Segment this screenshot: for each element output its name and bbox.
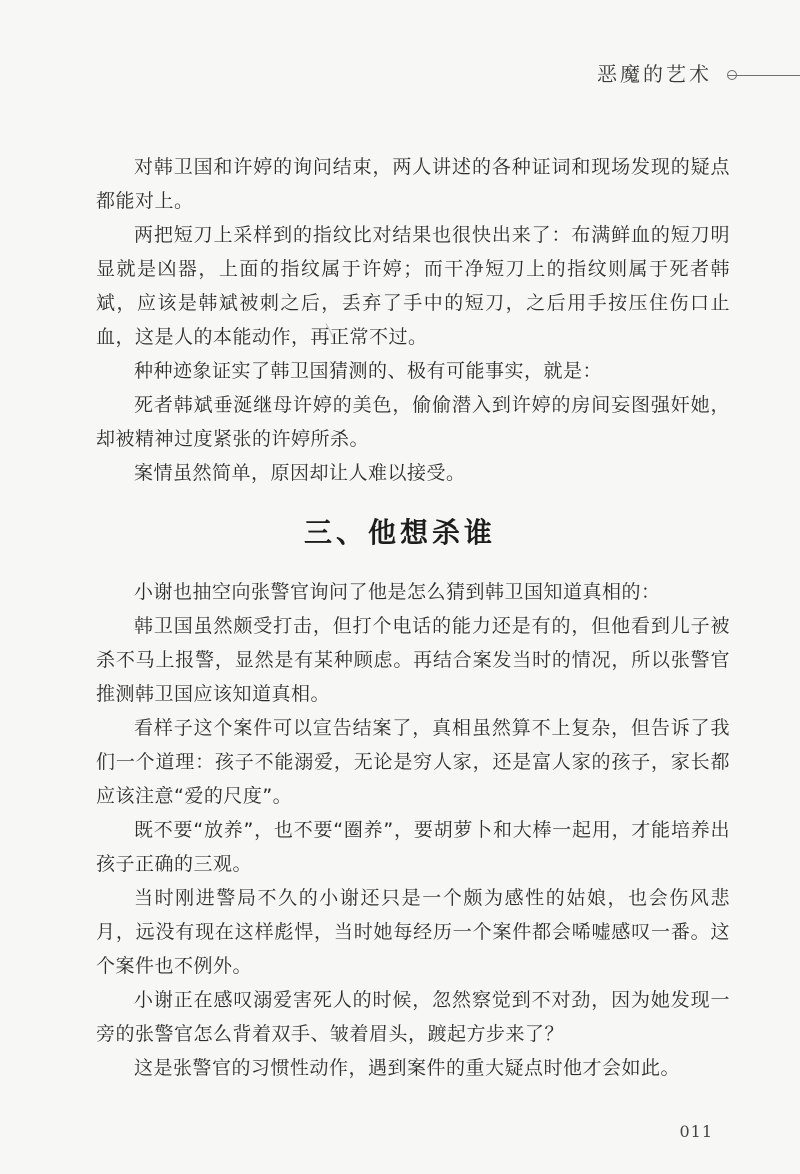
paragraph: 韩卫国虽然颇受打击，但打个电话的能力还是有的，但他看到儿子被杀不马上报警，显然是有某种顾虑。再结合案发当时的情况，所以张警官推测韩卫国应该知道真相。: [96, 615, 730, 705]
paragraph: 小谢正在感叹溺爱害死人的时候，忽然察觉到不对劲，因为她发现一旁的张警官怎么背着双手、皱着眉头，踱起方步来了？: [96, 989, 730, 1045]
paragraph: 两把短刀上采样到的指纹比对结果也很快出来了：布满鲜血的短刀明显就是凶器，上面的指纹属于许婷；而干净短刀上的指纹则属于死者韩斌，应该是韩斌被刺之后，丢弃了手中的短刀，之后用手按压住伤口止血，这是人的本能动作，再正常不过。: [96, 224, 730, 348]
paragraph: 看样子这个案件可以宣告结案了，真相虽然算不上复杂，但告诉了我们一个道理：孩子不能溺爱，无论是穷人家，还是富人家的孩子，家长都应该注意“爱的尺度”。: [96, 717, 730, 807]
paragraph: 案情虽然简单，原因却让人难以接受。: [134, 462, 466, 484]
section-title: 三、他想杀谁: [303, 516, 496, 549]
running-header-title: 恶魔的艺术: [597, 62, 712, 86]
paragraph: 对韩卫国和许婷的询问结束，两人讲述的各种证词和现场发现的疑点都能对上。: [96, 156, 730, 212]
top-text-block: [96, 150, 730, 490]
bottom-text-block: [96, 575, 730, 1085]
paragraph: 小谢也抽空向张警官询问了他是怎么猜到韩卫国知道真相的：: [134, 581, 661, 603]
paragraph: 种种迹象证实了韩卫国猜测的、极有可能事实，就是：: [134, 360, 603, 382]
paragraph: 这是张警官的习惯性动作，遇到案件的重大疑点时他才会如此。: [134, 1057, 681, 1079]
page-number: 011: [679, 1122, 713, 1141]
paragraph: 死者韩斌垂涎继母许婷的美色，偷偷潜入到许婷的房间妄图强奸她，却被精神过度紧张的许婷所杀。: [96, 394, 730, 450]
header-ornament-line: [728, 75, 800, 76]
paragraph: 既不要“放养”，也不要“圈养”，要胡萝卜和大棒一起用，才能培养出孩子正确的三观。: [96, 819, 730, 875]
paragraph: 当时刚进警局不久的小谢还只是一个颇为感性的姑娘，也会伤风悲月，远没有现在这样彪悍，当时她每经历一个案件都会唏嘘感叹一番。这个案件也不例外。: [96, 887, 730, 977]
